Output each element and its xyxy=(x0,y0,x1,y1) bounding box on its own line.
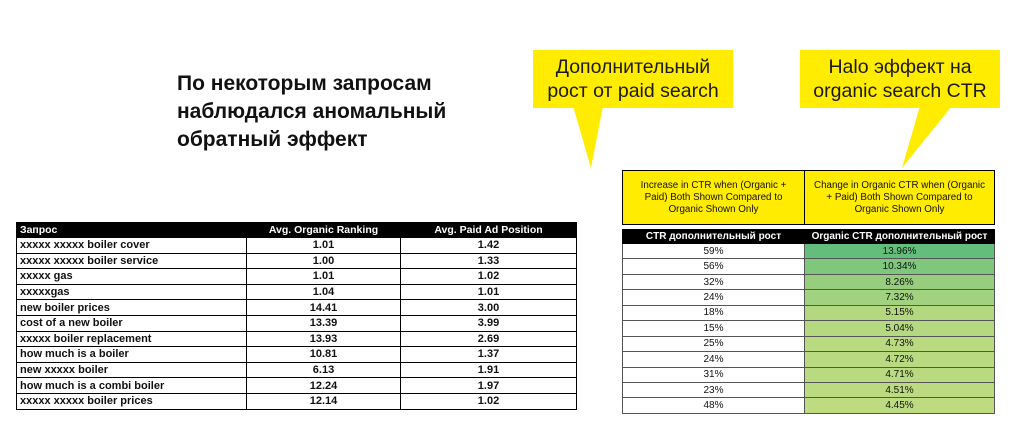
organic-ctr-growth-cell: 7.32% xyxy=(805,290,995,305)
ctr-growth-cell: 23% xyxy=(623,382,805,397)
column-header-organic-ctr-change: Change in Organic CTR when (Organic + Paid) Both Shown Compared to Organic Shown Only xyxy=(805,171,995,225)
table-row xyxy=(17,347,577,363)
organic-ctr-growth-cell: 10.34% xyxy=(805,259,995,274)
query-cell: how much is a boiler xyxy=(17,347,247,363)
table-row xyxy=(623,321,995,336)
paid-position-cell: 1.91 xyxy=(401,362,577,378)
paid-position-cell: 1.42 xyxy=(401,238,577,254)
table-row xyxy=(623,290,995,305)
keyword-ranking-table xyxy=(16,222,577,410)
organic-ranking-cell: 12.14 xyxy=(247,393,401,409)
table-row xyxy=(623,382,995,397)
organic-ranking-cell: 14.41 xyxy=(247,300,401,316)
table-row xyxy=(623,367,995,382)
query-cell: xxxxxgas xyxy=(17,284,247,300)
table-row xyxy=(17,269,577,285)
table-row xyxy=(623,305,995,320)
table-row xyxy=(623,336,995,351)
ctr-growth-cell: 15% xyxy=(623,321,805,336)
table-row xyxy=(17,362,577,378)
paid-position-cell: 3.99 xyxy=(401,315,577,331)
ctr-growth-cell: 31% xyxy=(623,367,805,382)
query-cell: cost of a new boiler xyxy=(17,315,247,331)
table-row xyxy=(17,378,577,394)
organic-ranking-cell: 13.39 xyxy=(247,315,401,331)
table-row xyxy=(17,300,577,316)
ctr-effect-table xyxy=(622,170,995,414)
column-header-ctr-increase: Increase in CTR when (Organic + Paid) Both Shown Compared to Organic Shown Only xyxy=(623,171,805,225)
table-row xyxy=(17,331,577,347)
paid-position-cell: 3.00 xyxy=(401,300,577,316)
organic-ranking-cell: 10.81 xyxy=(247,347,401,363)
table-row xyxy=(17,315,577,331)
column-header-query: Запрос xyxy=(17,223,247,238)
table-subheader-row xyxy=(623,230,995,244)
query-cell: xxxxx xxxxx boiler service xyxy=(17,253,247,269)
table-row xyxy=(623,259,995,274)
organic-ctr-growth-cell: 4.73% xyxy=(805,336,995,351)
table-row xyxy=(17,253,577,269)
organic-ranking-cell: 13.93 xyxy=(247,331,401,347)
organic-ranking-cell: 1.01 xyxy=(247,269,401,285)
ctr-growth-cell: 32% xyxy=(623,274,805,289)
table-row xyxy=(623,398,995,413)
table-row xyxy=(623,244,995,259)
query-cell: xxxxx gas xyxy=(17,269,247,285)
organic-ranking-cell: 6.13 xyxy=(247,362,401,378)
organic-ctr-growth-cell: 13.96% xyxy=(805,244,995,259)
table-header-row xyxy=(623,171,995,225)
paid-position-cell: 1.97 xyxy=(401,378,577,394)
ctr-growth-cell: 24% xyxy=(623,352,805,367)
ctr-growth-cell: 24% xyxy=(623,290,805,305)
table-row xyxy=(623,352,995,367)
query-cell: xxxxx xxxxx boiler prices xyxy=(17,393,247,409)
table-row xyxy=(17,238,577,254)
ctr-growth-cell: 25% xyxy=(623,336,805,351)
ctr-growth-cell: 18% xyxy=(623,305,805,320)
slide-title: По некоторым запросам наблюдался аномальный обратный эффект xyxy=(177,72,447,151)
ctr-growth-cell: 48% xyxy=(623,398,805,413)
organic-ranking-cell: 1.04 xyxy=(247,284,401,300)
organic-ranking-cell: 1.00 xyxy=(247,253,401,269)
paid-position-cell: 1.37 xyxy=(401,347,577,363)
column-header-paid-position: Avg. Paid Ad Position xyxy=(401,223,577,238)
ctr-growth-cell: 59% xyxy=(623,244,805,259)
column-header-organic-ranking: Avg. Organic Ranking xyxy=(247,223,401,238)
paid-position-cell: 1.01 xyxy=(401,284,577,300)
query-cell: how much is a combi boiler xyxy=(17,378,247,394)
table-header-row xyxy=(17,223,577,238)
query-cell: xxxxx boiler replacement xyxy=(17,331,247,347)
organic-ctr-growth-cell: 5.15% xyxy=(805,305,995,320)
organic-ranking-cell: 1.01 xyxy=(247,238,401,254)
query-cell: new boiler prices xyxy=(17,300,247,316)
paid-position-cell: 2.69 xyxy=(401,331,577,347)
query-cell: new xxxxx boiler xyxy=(17,362,247,378)
subheader-ctr-growth: CTR дополнительный рост xyxy=(623,230,805,244)
table-row xyxy=(17,284,577,300)
paid-position-cell: 1.02 xyxy=(401,393,577,409)
organic-ctr-growth-cell: 4.71% xyxy=(805,367,995,382)
organic-ranking-cell: 12.24 xyxy=(247,378,401,394)
organic-ctr-growth-cell: 4.45% xyxy=(805,398,995,413)
callout-paid-search-text: Дополнительный рост от paid search xyxy=(533,50,733,108)
organic-ctr-growth-cell: 5.04% xyxy=(805,321,995,336)
table-row xyxy=(17,393,577,409)
organic-ctr-growth-cell: 4.51% xyxy=(805,382,995,397)
table-row xyxy=(623,274,995,289)
query-cell: xxxxx xxxxx boiler cover xyxy=(17,238,247,254)
paid-position-cell: 1.02 xyxy=(401,269,577,285)
organic-ctr-growth-cell: 4.72% xyxy=(805,352,995,367)
paid-position-cell: 1.33 xyxy=(401,253,577,269)
ctr-growth-cell: 56% xyxy=(623,259,805,274)
callout-halo-effect-text: Halo эффект на organic search CTR xyxy=(800,50,1000,108)
subheader-organic-ctr-growth: Organic CTR дополнительный рост xyxy=(805,230,995,244)
organic-ctr-growth-cell: 8.26% xyxy=(805,274,995,289)
